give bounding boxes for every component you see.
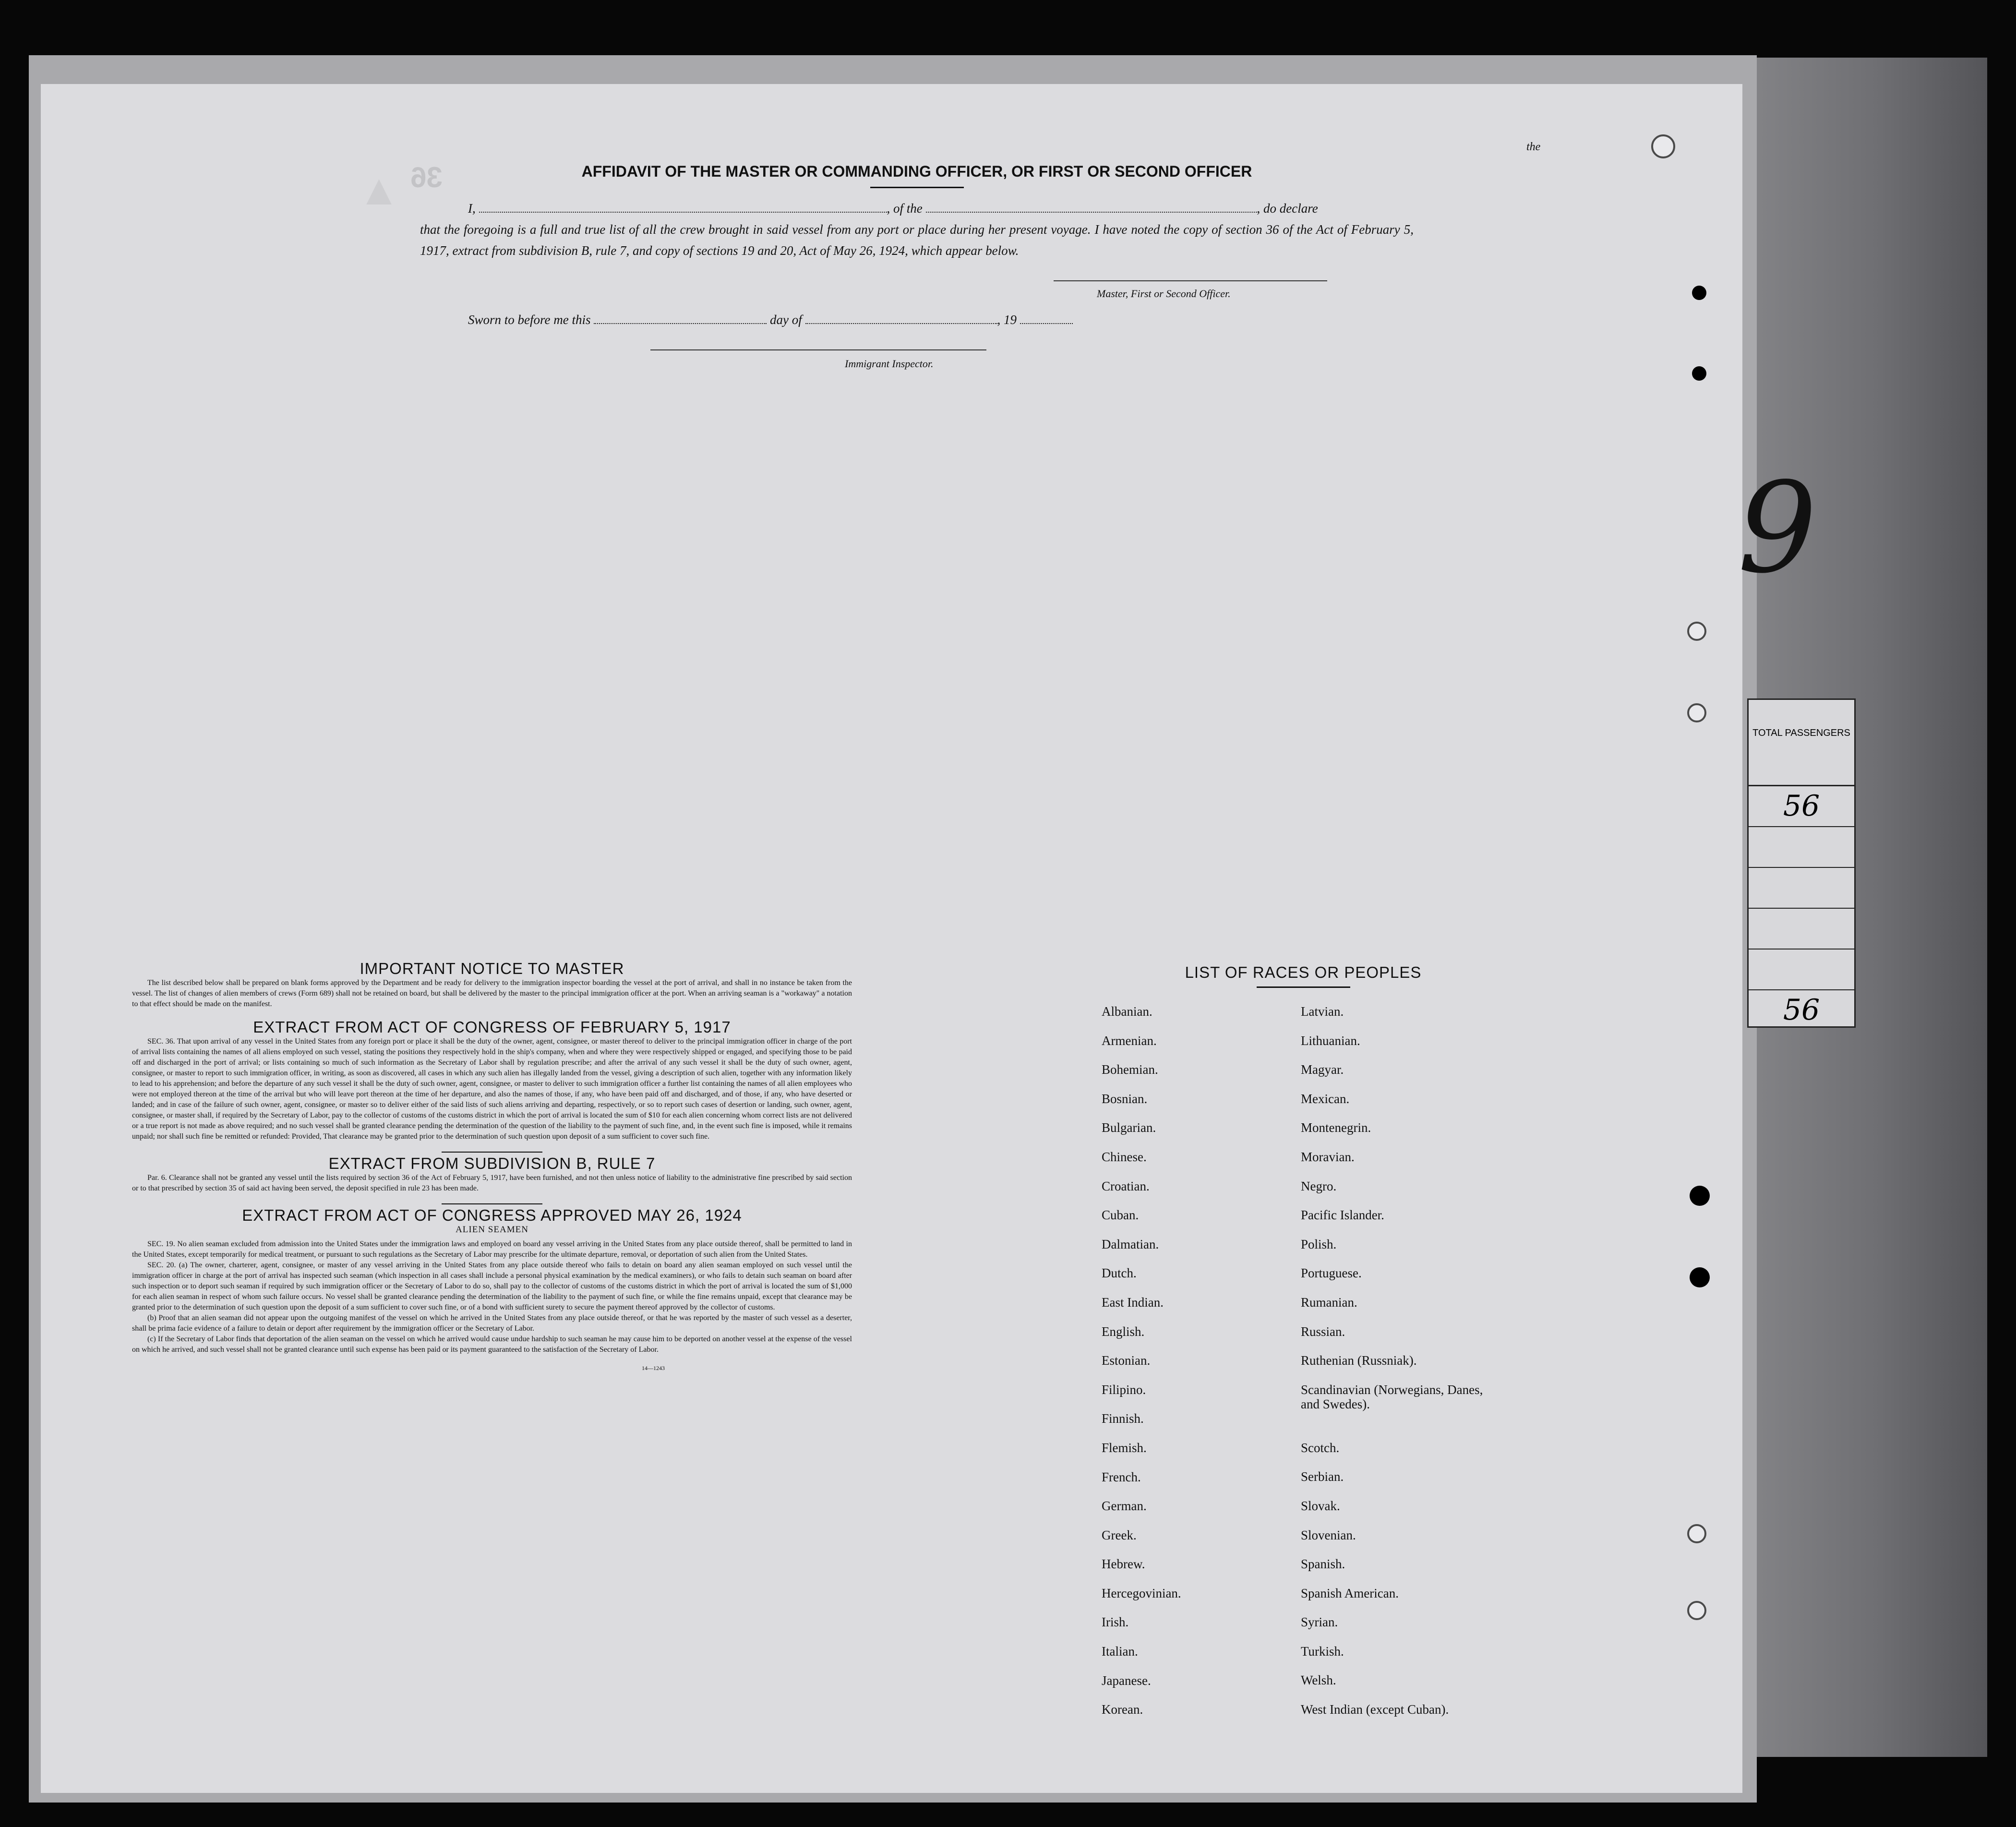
master-caption: Master, First or Second Officer. [1097, 288, 1231, 300]
title-rule [870, 187, 964, 188]
extract-1917-title: EXTRACT FROM ACT OF CONGRESS OF FEBRUARY 5, 1917 [253, 1018, 731, 1036]
race-item: Greek. [1102, 1527, 1137, 1542]
bleed-through-number: 36 [410, 161, 443, 193]
race-item: Croatian. [1102, 1178, 1150, 1193]
declaration-text: that the foregoing is a full and true list of all the crew brought in said vessel from any port or place during her present voyage. I have noted the copy of section 36 of the Act of February 5, 1917, extract from subdivision B, rule 7, and copy of sections 19 and 20, Act of May 26, 1924, which appear below. [420, 222, 1414, 258]
race-item: Russian. [1301, 1324, 1345, 1339]
stamp-cell [1749, 827, 1854, 868]
declaration-line [420, 198, 1414, 219]
races-title: LIST OF RACES OR PEOPLES [1185, 963, 1422, 981]
master-signature-row [420, 280, 1414, 309]
race-item: Irish. [1102, 1615, 1129, 1630]
sec20a-text: SEC. 20. (a) The owner, charterer, agent, consignee, or master of any vessel arriving in the United States from any place outside thereof who fails to detain on board any alien seaman employed on such vessel until the immigration officer in charge at the port of arrival has inspected such seaman (which inspection in all cases shall include a personal physical examination by the medical examiners), or who fails to detain such seaman on board after such inspection or to deport such seaman if required by such immigration officer or the Secretary of Labor to do so, shall pay to the collector of customs of the customs district in which the port of arrival is located the sum of $1,000 for each alien seaman in respect of whom such failure occurs. No vessel shall be granted clearance pending the determination of the liability to the payment of such fine, or while the fine remains unpaid, except that clearance may be granted prior to the determination of such question upon the deposit of a sum sufficient to cover such fine, or of a bond with sufficient surety to secure the payment thereof approved by the collector of customs. [132, 1261, 852, 1311]
year-label: , 19 [997, 313, 1017, 327]
race-item: Mexican. [1301, 1091, 1350, 1106]
race-item: West Indian (except Cuban). [1301, 1702, 1449, 1717]
section-rule [442, 1152, 542, 1153]
stamp-cell [1749, 909, 1854, 950]
document-page [41, 84, 1742, 1793]
affidavit-section [420, 161, 1414, 378]
section-rule [442, 1203, 542, 1204]
race-item: Lithuanian. [1301, 1033, 1360, 1048]
race-item: Japanese. [1102, 1673, 1151, 1688]
i-label: I, [468, 201, 476, 216]
notice-section [132, 958, 852, 1373]
race-item: Scandinavian (Norwegians, Danes, and Swedes). [1301, 1382, 1483, 1411]
punch-hole [1690, 1267, 1710, 1287]
race-item: Spanish. [1301, 1557, 1345, 1572]
form-number: 14—1243 [642, 1365, 665, 1371]
inspector-signature-row [420, 349, 1414, 378]
extract-rule7-title: EXTRACT FROM SUBDIVISION B, RULE 7 [328, 1154, 656, 1172]
race-item: Polish. [1301, 1237, 1337, 1251]
punch-hole [1687, 1601, 1706, 1620]
race-item: Rumanian. [1301, 1295, 1357, 1310]
extract-1917-text: SEC. 36. That upon arrival of any vessel in the United States from any foreign port or place it shall be the duty of the owner, agent, consignee, or master thereof to deliver to the principal immigration officer in charge of the port of arrival lists containing the names of all aliens employed on such vessel, stating the positions they respectively hold in the ship's company, when and where they were respectively shipped or engaged, and specifying those to be paid off and discharged in the port of arrival; or lists containing so much of such information as the Secretary of Labor shall by regulation prescribe; and after the arrival of any such vessel it shall be the duty of such owner, agent, consignee, or master to report to such immigration officer, in writing, as soon as discovered, all cases in which any such alien has illegally landed from the vessel, giving a description of such alien, together with any information likely to lead to his apprehension; and before the departure of any such vessel it shall be the duty of such owner, agent, consignee, or master to deliver to such immigration officer a further list containing the names of all alien employees who were not employed thereon at the time of the arrival but who will leave port thereon at the time of her departure, and also the names of those, if any, who have been paid off and discharged, and of those, if any, who have deserted or landed; and in case of the failure of such owner, agent, consignee, or master so to deliver either of the said lists of such aliens arriving and departing, respectively, or so to report such cases of desertion or landing, such owner, agent, consignee, or master shall, if required by the Secretary of Labor, pay to the collector of customs of the customs district in which the port of arrival is located the sum of $10 for each alien concerning whom correct lists are not delivered or a true report is not made as above required; and no such vessel shall be granted clearance pending the determination of the question of the liability to the payment of such fine, and, in the event such fine is imposed, while it remains unpaid; nor shall such fine be remitted or refunded: Provided, That clearance may be granted prior to the determination of such question upon deposit of a sum sufficient to cover such fine. [132, 1037, 852, 1141]
races-title-rule [1257, 986, 1350, 988]
punch-hole [1690, 1186, 1710, 1206]
punch-hole [1687, 622, 1706, 641]
race-item: Cuban. [1102, 1208, 1139, 1223]
race-item: English. [1102, 1324, 1145, 1339]
notice-title: IMPORTANT NOTICE TO MASTER [360, 960, 624, 977]
punch-hole [1687, 1524, 1706, 1543]
race-item: Filipino. [1102, 1382, 1146, 1397]
race-item: Armenian. [1102, 1033, 1157, 1048]
officer-name-field[interactable] [479, 200, 887, 213]
race-item: Latvian. [1301, 1004, 1344, 1019]
race-item: French. [1102, 1469, 1141, 1484]
sworn-year-field[interactable] [1020, 312, 1073, 324]
race-item: Portuguese. [1301, 1266, 1362, 1281]
sworn-month-field[interactable] [805, 312, 997, 324]
race-item: Magyar. [1301, 1062, 1344, 1077]
race-item: German. [1102, 1499, 1147, 1514]
race-item: Serbian. [1301, 1469, 1344, 1484]
total-passengers-stamp [1747, 698, 1856, 1028]
race-item: Slovenian. [1301, 1527, 1356, 1542]
sworn-line [468, 309, 1414, 330]
race-item: East Indian. [1102, 1295, 1164, 1310]
race-item: Hercegovinian. [1102, 1586, 1181, 1600]
race-item: Slovak. [1301, 1498, 1340, 1513]
race-item: Hebrew. [1102, 1557, 1145, 1572]
races-section [1073, 958, 1534, 1731]
race-item: Ruthenian (Russniak). [1301, 1353, 1417, 1368]
sworn-day-field[interactable] [594, 312, 767, 324]
race-item: Syrian. [1301, 1615, 1338, 1630]
alien-seamen-heading: ALIEN SEAMEN [456, 1225, 528, 1235]
sec19-text: SEC. 19. No alien seaman excluded from admission into the United States under the immigration laws and employed on board any vessel arriving in the United States from any place outside thereof, shall be permitted to land in the United States, except temporarily for medical treatment, or pursuant to such regulations as the Secretary of Labor may prescribe for the ultimate departure, removal, or deportation of such alien from the United States. [132, 1240, 852, 1259]
inspector-caption: Immigrant Inspector. [845, 358, 934, 370]
stamp-cell [1749, 950, 1854, 990]
sec20b-text: (b) Proof that an alien seaman did not appear upon the outgoing manifest of the vessel on which he arrived in the United States from any place outside thereof, or that he was reported by the master of such vessel as a deserter, shall be prima facie evidence of a failure to detain or deport after requirement by the immigration officer or the Secretary of Labor. [132, 1314, 852, 1333]
notice-text: The list described below shall be prepared on blank forms approved by the Department and be ready for delivery to the immigration inspector boarding the vessel at the port of arrival, and shall in no instance be taken from the vessel. The list of changes of alien members of crews (Form 689) shall not be retained on board, but shall be delivered by the master to the principal immigration officer at the port. When an arriving seaman is a "workaway" a notation to that effect should be made on the manifest. [132, 979, 852, 1008]
stamp-cell [1749, 868, 1854, 909]
punch-hole [1692, 286, 1706, 300]
sec20c-text: (c) If the Secretary of Labor finds that deportation of the alien seaman on the vessel on which he arrived would cause undue hardship to such seaman he may cause him to be deported on another vessel at the expense of the vessel on which he arrived, and such vessel shall not be granted clearance until such expense has been paid or its payment guaranteed to the satisfaction of the Secretary of Labor. [132, 1335, 852, 1354]
race-item: Bulgarian. [1102, 1120, 1156, 1135]
race-item: Bosnian. [1102, 1091, 1148, 1106]
inspector-signature-line[interactable] [650, 349, 986, 350]
race-item: Finnish. [1102, 1411, 1144, 1426]
races-list [1102, 1004, 1534, 1731]
extract-1924-title: EXTRACT FROM ACT OF CONGRESS APPROVED MAY 26, 1924 [242, 1206, 742, 1224]
of-the-label: , of the [887, 201, 923, 216]
race-item: Turkish. [1301, 1644, 1344, 1659]
do-declare-label: , do declare [1257, 201, 1318, 216]
corner-mark: the [1526, 141, 1541, 153]
race-item: Italian. [1102, 1644, 1138, 1659]
races-column-right [1301, 1004, 1500, 1731]
race-item: Moravian. [1301, 1149, 1355, 1164]
master-signature-line[interactable] [1054, 280, 1327, 281]
day-of-label: day of [770, 313, 802, 327]
punch-hole [1651, 134, 1675, 158]
sworn-label: Sworn to before me this [468, 313, 591, 327]
punch-hole [1692, 366, 1706, 381]
bleed-through-mark: ▲ [358, 166, 401, 214]
race-item: Welsh. [1301, 1673, 1336, 1688]
race-item: Montenegrin. [1301, 1120, 1371, 1135]
punch-hole [1687, 703, 1706, 722]
race-item: Chinese. [1102, 1149, 1147, 1164]
race-item: Dutch. [1102, 1266, 1137, 1281]
stamp-cell-total: 56 [1783, 993, 1820, 1027]
race-item: Spanish American. [1301, 1586, 1399, 1600]
affidavit-title: AFFIDAVIT OF THE MASTER OR COMMANDING OFFICER, OR FIRST OR SECOND OFFICER [581, 163, 1252, 180]
race-item: Negro. [1301, 1178, 1337, 1193]
stamp-cell-total: 56 [1749, 786, 1854, 827]
race-item: Dalmatian. [1102, 1237, 1159, 1251]
handwritten-page-number: 9 [1738, 456, 1817, 601]
vessel-name-field[interactable] [926, 200, 1257, 213]
stamp-header: TOTAL PASSENGERS [1749, 700, 1854, 786]
race-item: Albanian. [1102, 1004, 1152, 1019]
extract-rule7-text: Par. 6. Clearance shall not be granted any vessel until the lists required by section 36 of the Act of February 5, 1917, have been furnished, and not then unless notice of liability to the administrative fine prescribed by said section or to that prescribed by section 35 of said act having been served, the deposit specified in rule 23 has been made. [132, 1174, 852, 1192]
race-item: Estonian. [1102, 1353, 1151, 1368]
race-item: Scotch. [1301, 1440, 1340, 1455]
race-item: Pacific Islander. [1301, 1208, 1384, 1223]
race-item: Bohemian. [1102, 1062, 1158, 1077]
race-item: Korean. [1102, 1702, 1143, 1717]
races-column-left [1102, 1004, 1301, 1731]
race-item: Flemish. [1102, 1440, 1147, 1455]
